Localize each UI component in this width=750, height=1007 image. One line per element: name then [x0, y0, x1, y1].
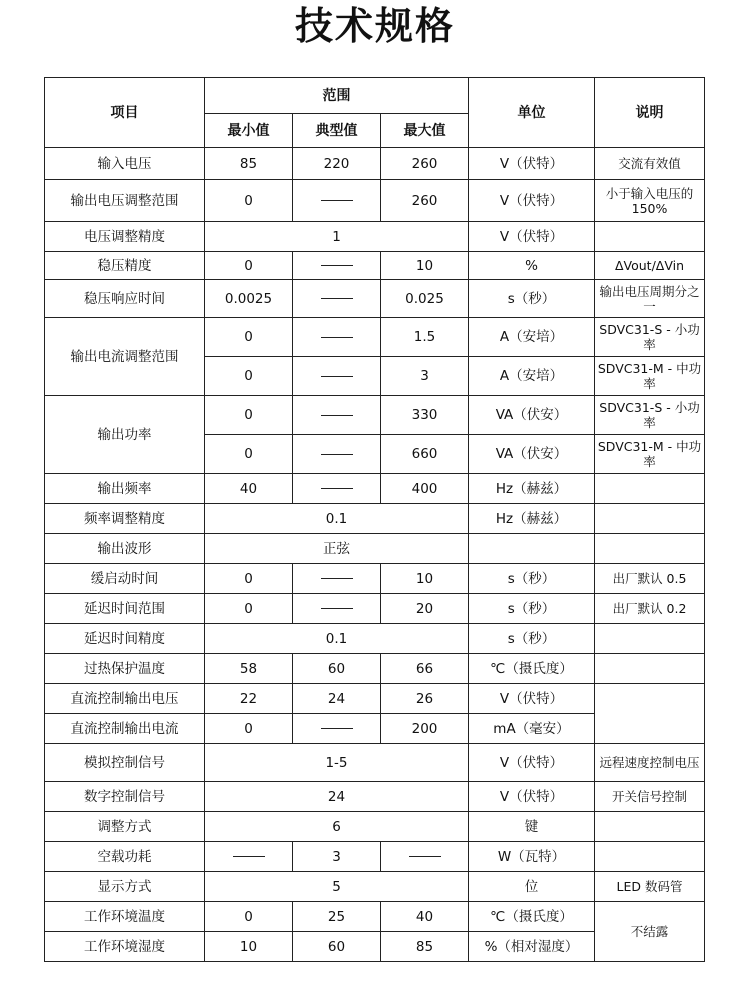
max-cell: 40: [381, 902, 469, 932]
item-cell: 输出波形: [45, 534, 205, 564]
description-cell: [595, 842, 705, 872]
typical-cell: [293, 180, 381, 222]
typical-cell: 3: [293, 842, 381, 872]
min-cell: 0: [205, 435, 293, 474]
header-typical: 典型值: [293, 114, 381, 148]
dash-mark: [321, 488, 353, 489]
item-cell: 数字控制信号: [45, 782, 205, 812]
page-title: 技术规格: [294, 4, 455, 48]
range-merged-cell: 0.1: [205, 624, 469, 654]
description-cell: [595, 474, 705, 504]
dash-mark: [321, 454, 353, 455]
table-row: [45, 902, 705, 932]
table-row: [45, 624, 705, 654]
min-cell: 0.0025: [205, 280, 293, 318]
description-cell: SDVC31-M - 中功率: [595, 435, 705, 474]
min-cell: 0: [205, 357, 293, 396]
min-cell: 0: [205, 318, 293, 357]
typical-cell: 60: [293, 932, 381, 962]
max-cell: [381, 842, 469, 872]
typical-cell: [293, 594, 381, 624]
table-row: [45, 654, 705, 684]
description-cell: SDVC31-S - 小功率: [595, 396, 705, 435]
table-row: [45, 148, 705, 180]
typical-cell: [293, 318, 381, 357]
table-row: [45, 396, 705, 435]
dash-mark: [321, 578, 353, 579]
min-cell: [205, 842, 293, 872]
description-cell: SDVC31-M - 中功率: [595, 357, 705, 396]
max-cell: 66: [381, 654, 469, 684]
table-row: [45, 534, 705, 564]
typical-cell: 60: [293, 654, 381, 684]
header-min: 最小值: [205, 114, 293, 148]
unit-cell: [469, 534, 595, 564]
unit-cell: V（伏特）: [469, 744, 595, 782]
item-cell: 空载功耗: [45, 842, 205, 872]
table-row: [45, 564, 705, 594]
unit-cell: V（伏特）: [469, 782, 595, 812]
description-cell: [595, 684, 705, 744]
item-cell: 显示方式: [45, 872, 205, 902]
item-cell: 输出功率: [45, 396, 205, 474]
typical-cell: [293, 564, 381, 594]
description-cell: [595, 222, 705, 252]
header-unit: 单位: [469, 78, 595, 148]
max-cell: 330: [381, 396, 469, 435]
dash-mark: [321, 265, 353, 266]
item-cell: 工作环境温度: [45, 902, 205, 932]
unit-cell: V（伏特）: [469, 684, 595, 714]
min-cell: 0: [205, 902, 293, 932]
description-cell: 不结露: [595, 902, 705, 962]
description-cell: LED 数码管: [595, 872, 705, 902]
unit-cell: V（伏特）: [469, 148, 595, 180]
table-row: [45, 812, 705, 842]
description-cell: ΔVout/ΔVin: [595, 252, 705, 280]
typical-cell: [293, 396, 381, 435]
unit-cell: V（伏特）: [469, 222, 595, 252]
item-cell: 直流控制输出电流: [45, 714, 205, 744]
range-merged-cell: 0.1: [205, 504, 469, 534]
range-merged-cell: 24: [205, 782, 469, 812]
min-cell: 0: [205, 594, 293, 624]
table-row: [45, 280, 705, 318]
item-cell: 稳压响应时间: [45, 280, 205, 318]
unit-cell: s（秒）: [469, 280, 595, 318]
item-cell: 电压调整精度: [45, 222, 205, 252]
unit-cell: %（相对湿度）: [469, 932, 595, 962]
item-cell: 缓启动时间: [45, 564, 205, 594]
table-row: [45, 180, 705, 222]
dash-mark: [233, 856, 265, 857]
typical-cell: 25: [293, 902, 381, 932]
unit-cell: A（安培）: [469, 357, 595, 396]
min-cell: 0: [205, 396, 293, 435]
min-cell: 40: [205, 474, 293, 504]
item-cell: 输入电压: [45, 148, 205, 180]
range-merged-cell: 1-5: [205, 744, 469, 782]
unit-cell: V（伏特）: [469, 180, 595, 222]
unit-cell: %: [469, 252, 595, 280]
item-cell: 过热保护温度: [45, 654, 205, 684]
dash-mark: [409, 856, 441, 857]
item-cell: 调整方式: [45, 812, 205, 842]
header-range: 范围: [205, 78, 469, 114]
max-cell: 0.025: [381, 280, 469, 318]
item-cell: 频率调整精度: [45, 504, 205, 534]
description-cell: 出厂默认 0.2: [595, 594, 705, 624]
range-merged-cell: 1: [205, 222, 469, 252]
dash-mark: [321, 728, 353, 729]
item-cell: 模拟控制信号: [45, 744, 205, 782]
max-cell: 3: [381, 357, 469, 396]
description-cell: [595, 624, 705, 654]
unit-cell: 位: [469, 872, 595, 902]
max-cell: 10: [381, 252, 469, 280]
max-cell: 85: [381, 932, 469, 962]
min-cell: 85: [205, 148, 293, 180]
dash-mark: [321, 337, 353, 338]
table-row: [45, 474, 705, 504]
table-row: [45, 744, 705, 782]
header-item: 项目: [45, 78, 205, 148]
description-cell: 小于输入电压的 150%: [595, 180, 705, 222]
unit-cell: A（安培）: [469, 318, 595, 357]
unit-cell: Hz（赫兹）: [469, 474, 595, 504]
range-merged-cell: 正弦: [205, 534, 469, 564]
table-row: [45, 684, 705, 714]
min-cell: 0: [205, 252, 293, 280]
table-row: [45, 252, 705, 280]
spec-table: [44, 77, 705, 962]
table-row: [45, 222, 705, 252]
description-cell: [595, 504, 705, 534]
max-cell: 260: [381, 180, 469, 222]
table-row: [45, 782, 705, 812]
header-description: 说明: [595, 78, 705, 148]
typical-cell: [293, 714, 381, 744]
description-cell: SDVC31-S - 小功率: [595, 318, 705, 357]
description-cell: 开关信号控制: [595, 782, 705, 812]
unit-cell: VA（伏安）: [469, 435, 595, 474]
min-cell: 22: [205, 684, 293, 714]
typical-cell: [293, 474, 381, 504]
table-row: [45, 504, 705, 534]
max-cell: 26: [381, 684, 469, 714]
unit-cell: W（瓦特）: [469, 842, 595, 872]
min-cell: 0: [205, 714, 293, 744]
description-cell: 远程速度控制电压: [595, 744, 705, 782]
max-cell: 200: [381, 714, 469, 744]
typical-cell: 220: [293, 148, 381, 180]
table-row: [45, 842, 705, 872]
item-cell: 输出频率: [45, 474, 205, 504]
typical-cell: [293, 252, 381, 280]
description-cell: [595, 812, 705, 842]
range-merged-cell: 6: [205, 812, 469, 842]
dash-mark: [321, 608, 353, 609]
typical-cell: [293, 357, 381, 396]
description-cell: 交流有效值: [595, 148, 705, 180]
unit-cell: ℃（摄氏度）: [469, 654, 595, 684]
description-cell: [595, 654, 705, 684]
min-cell: 0: [205, 180, 293, 222]
dash-mark: [321, 415, 353, 416]
description-cell: [595, 534, 705, 564]
header-max: 最大值: [381, 114, 469, 148]
item-cell: 工作环境湿度: [45, 932, 205, 962]
item-cell: 输出电流调整范围: [45, 318, 205, 396]
max-cell: 1.5: [381, 318, 469, 357]
item-cell: 输出电压调整范围: [45, 180, 205, 222]
min-cell: 0: [205, 564, 293, 594]
range-merged-cell: 5: [205, 872, 469, 902]
min-cell: 10: [205, 932, 293, 962]
item-cell: 延迟时间精度: [45, 624, 205, 654]
table-row: [45, 594, 705, 624]
min-cell: 58: [205, 654, 293, 684]
max-cell: 400: [381, 474, 469, 504]
dash-mark: [321, 200, 353, 201]
item-cell: 延迟时间范围: [45, 594, 205, 624]
item-cell: 稳压精度: [45, 252, 205, 280]
unit-cell: ℃（摄氏度）: [469, 902, 595, 932]
item-cell: 直流控制输出电压: [45, 684, 205, 714]
unit-cell: s（秒）: [469, 624, 595, 654]
max-cell: 10: [381, 564, 469, 594]
max-cell: 20: [381, 594, 469, 624]
table-row: [45, 872, 705, 902]
description-cell: 出厂默认 0.5: [595, 564, 705, 594]
unit-cell: 键: [469, 812, 595, 842]
dash-mark: [321, 376, 353, 377]
typical-cell: [293, 280, 381, 318]
max-cell: 260: [381, 148, 469, 180]
typical-cell: 24: [293, 684, 381, 714]
unit-cell: mA（毫安）: [469, 714, 595, 744]
unit-cell: Hz（赫兹）: [469, 504, 595, 534]
typical-cell: [293, 435, 381, 474]
unit-cell: s（秒）: [469, 564, 595, 594]
unit-cell: s（秒）: [469, 594, 595, 624]
unit-cell: VA（伏安）: [469, 396, 595, 435]
max-cell: 660: [381, 435, 469, 474]
table-row: [45, 318, 705, 357]
dash-mark: [321, 298, 353, 299]
description-cell: 输出电压周期分之一: [595, 280, 705, 318]
